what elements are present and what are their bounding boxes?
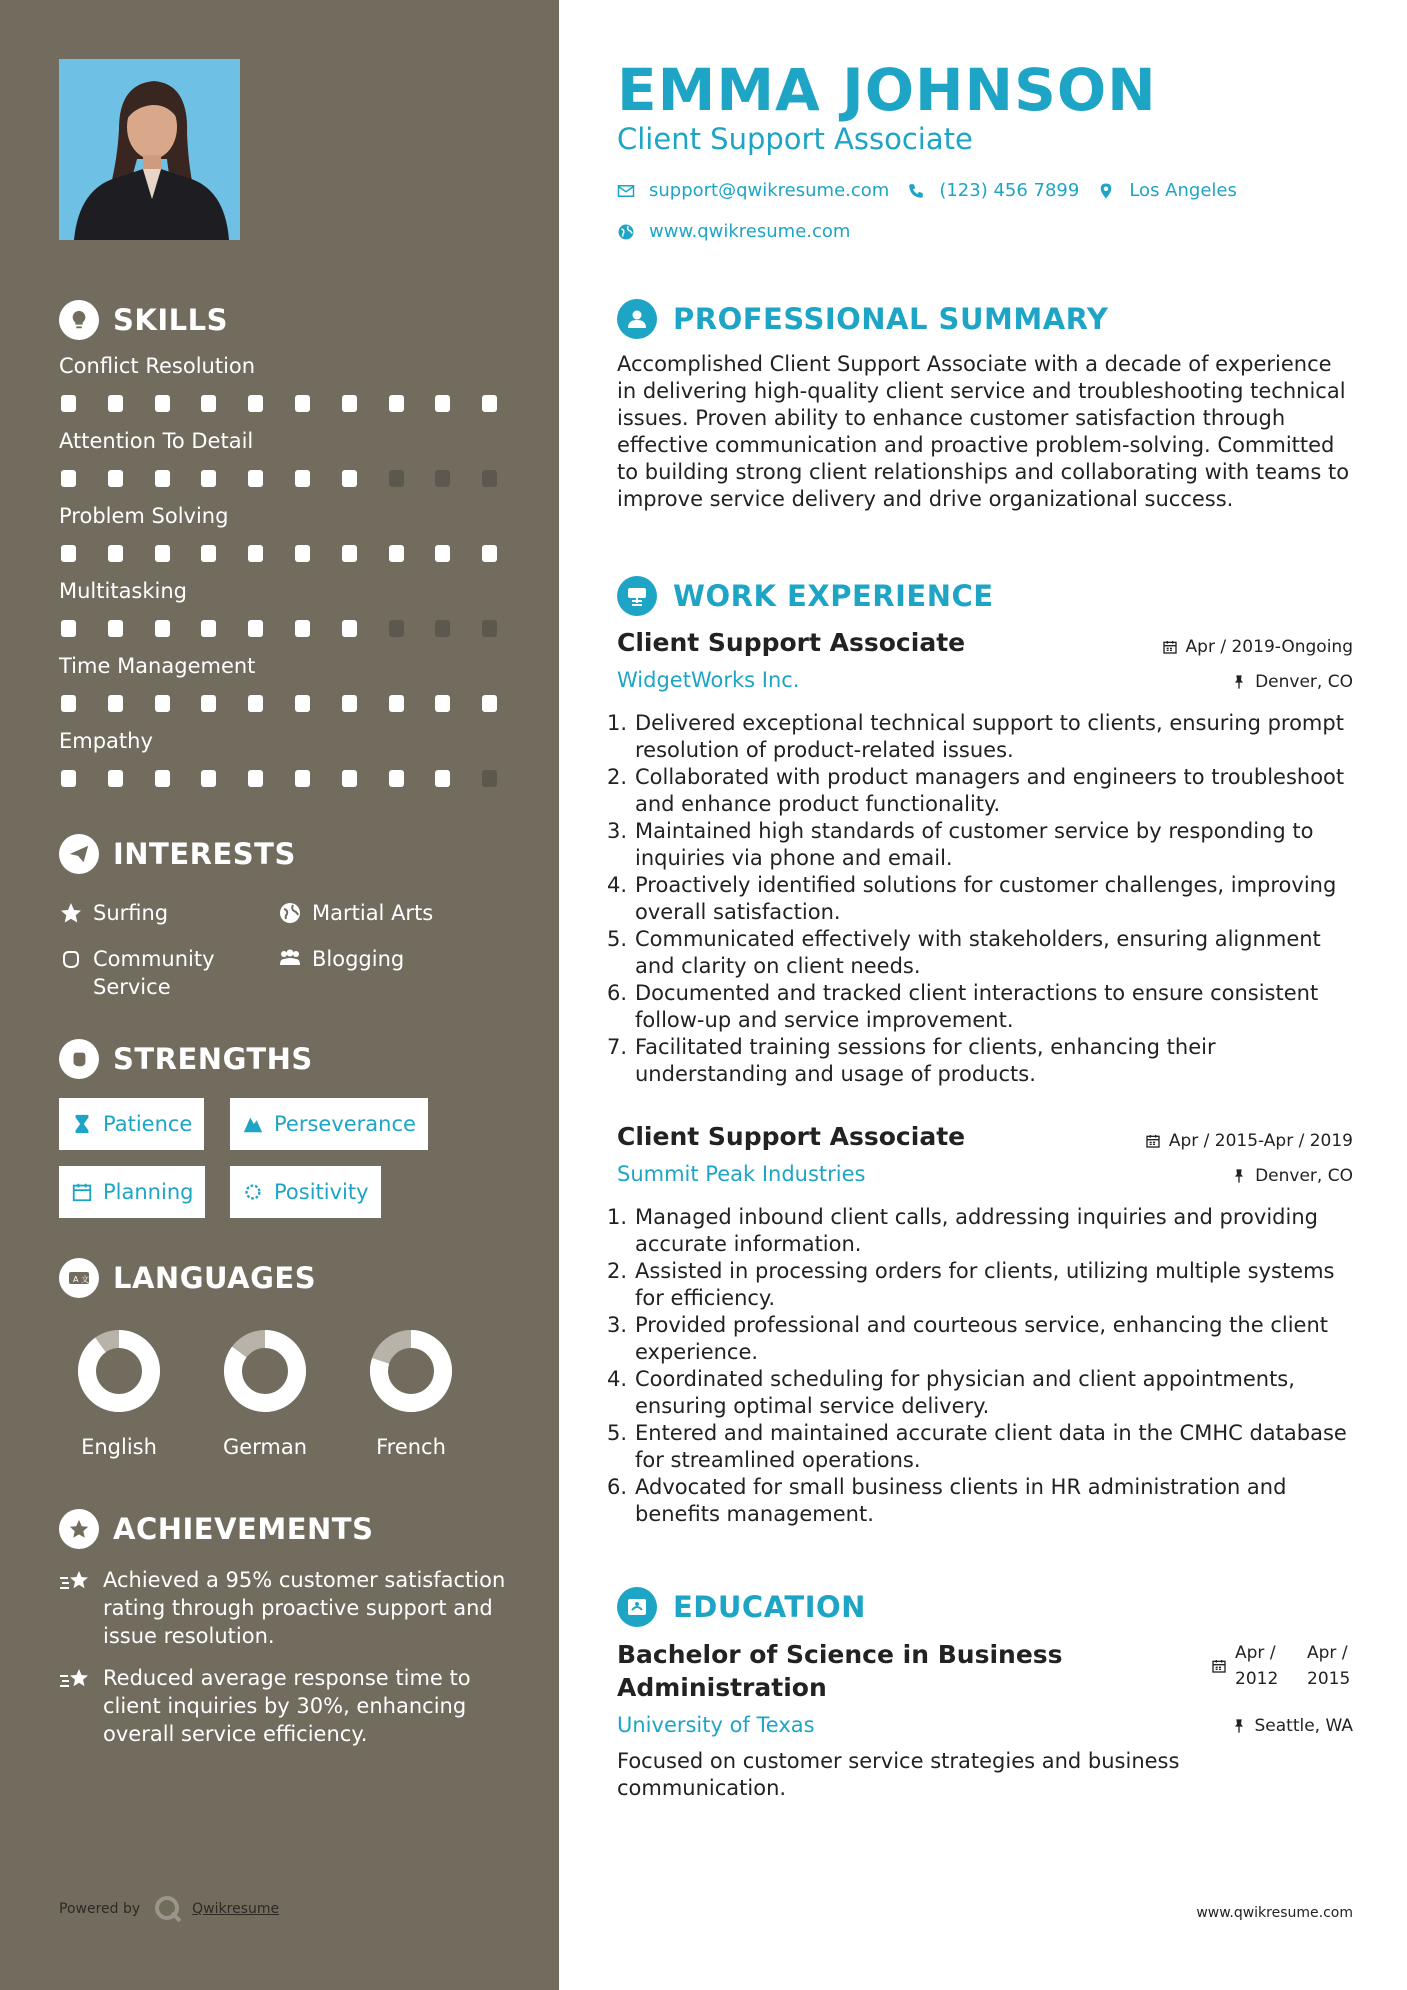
rating-dot-filled: [201, 395, 216, 412]
job-title: Client Support Associate: [617, 1122, 966, 1151]
job-dates: Apr / 2019-Ongoing: [1162, 637, 1353, 657]
skill-row: [59, 574, 519, 649]
rating-dot-empty: [389, 470, 404, 487]
rating-dot-filled: [342, 695, 357, 712]
interest-item: Blogging: [278, 945, 404, 973]
languages-heading: A 文 LANGUAGES: [59, 1255, 519, 1301]
duty-item: Facilitated training sessions for clients, enhancing their understanding and usage of products.: [635, 1035, 1216, 1086]
calendar-icon: [1211, 1658, 1227, 1674]
fist-icon: [59, 1039, 99, 1079]
rating-dot-filled: [389, 395, 404, 412]
rating-dot-filled: [248, 545, 263, 562]
svg-text:A 文: A 文: [73, 1275, 90, 1284]
strength-tag: Patience: [59, 1098, 204, 1150]
language-item: German: [205, 1321, 325, 1459]
sidebar: [0, 0, 559, 1990]
translate-icon: [59, 1258, 99, 1298]
users-icon: [278, 947, 302, 971]
interest-item: Surfing: [59, 899, 168, 927]
duty-item: Documented and tracked client interactions to ensure consistent follow-up and service improvement.: [635, 981, 1319, 1032]
rating-dot-filled: [201, 620, 216, 637]
job-title: Client Support Associate: [617, 628, 966, 657]
rating-dot-filled: [435, 695, 450, 712]
rating-dot-filled: [108, 620, 123, 637]
education-heading: EDUCATION: [617, 1587, 866, 1627]
rating-dot-filled: [248, 770, 263, 787]
skill-name: Attention To Detail: [59, 429, 254, 453]
globe-icon: [278, 901, 302, 925]
globe-icon: [617, 223, 635, 241]
rating-dot-filled: [482, 545, 497, 562]
job-duties-list: [617, 710, 1357, 1088]
rating-dot-filled: [201, 695, 216, 712]
language-item: French: [351, 1321, 471, 1459]
rating-dot-empty: [435, 470, 450, 487]
company-name: Summit Peak Industries: [617, 1162, 866, 1186]
rating-dot-filled: [201, 470, 216, 487]
briefcase-icon: [617, 576, 657, 616]
phone-number[interactable]: (123) 456 7899: [939, 180, 1080, 201]
languages-section: [59, 1255, 519, 1471]
rating-dot-filled: [389, 695, 404, 712]
skill-name: Empathy: [59, 729, 153, 753]
duty-item: Assisted in processing orders for clients, utilizing multiple systems for efficiency.: [635, 1259, 1335, 1310]
rating-dot-filled: [155, 770, 170, 787]
rating-dot-filled: [108, 395, 123, 412]
website-row: [617, 221, 850, 242]
paper-plane-icon: [59, 834, 99, 874]
powered-by: Powered by Qwikresume: [59, 1895, 279, 1923]
rating-dot-filled: [295, 620, 310, 637]
rating-dot-filled: [435, 545, 450, 562]
duty-item: Coordinated scheduling for physician and client appointments, ensuring optimal service delivery.: [635, 1367, 1295, 1418]
rating-dot-filled: [295, 770, 310, 787]
skill-name: Problem Solving: [59, 504, 229, 528]
rating-dot-empty: [435, 620, 450, 637]
duty-item: Advocated for small business clients in HR administration and benefits management.: [635, 1475, 1287, 1526]
languages-list: [59, 1321, 519, 1471]
skill-row: [59, 649, 519, 724]
star-icon: [59, 901, 83, 925]
education-description: Focused on customer service strategies and business communication.: [617, 1749, 1180, 1800]
hand-icon: [59, 947, 83, 971]
rating-dot-filled: [108, 470, 123, 487]
skills-list: [59, 349, 519, 799]
sun-icon: [242, 1181, 264, 1203]
location-text: Los Angeles: [1129, 180, 1237, 201]
rating-dot-filled: [342, 470, 357, 487]
skill-name: Time Management: [59, 654, 256, 678]
calendar-icon: [1162, 639, 1178, 655]
rating-dot-filled: [482, 695, 497, 712]
mountain-icon: [242, 1113, 264, 1135]
contact-row: [617, 180, 1237, 201]
duty-item: Entered and maintained accurate client data in the CMHC database for streamlined operations.: [635, 1421, 1347, 1472]
rating-dot-filled: [389, 545, 404, 562]
duty-item: Collaborated with product managers and engineers to troubleshoot and enhance product functionality.: [635, 765, 1345, 816]
medal-star-icon: [59, 1509, 99, 1549]
rating-dot-filled: [61, 545, 76, 562]
strength-tag: Perseverance: [230, 1098, 428, 1150]
user-icon: [617, 299, 657, 339]
duty-item: Maintained high standards of customer service by responding to inquiries via phone and email.: [635, 819, 1314, 870]
rating-dot-filled: [435, 395, 450, 412]
skill-row: [59, 499, 519, 574]
rating-dot-filled: [61, 695, 76, 712]
job-location: Denver, CO: [1231, 1166, 1353, 1186]
job-duties-list: [617, 1204, 1357, 1528]
school-name: University of Texas: [617, 1713, 815, 1737]
experience-heading: WORK EXPERIENCE: [617, 576, 994, 616]
hourglass-icon: [71, 1113, 93, 1135]
degree-title: Bachelor of Science in Business Administration: [617, 1640, 1063, 1702]
rating-dot-filled: [155, 545, 170, 562]
rating-dot-empty: [482, 470, 497, 487]
rating-dot-filled: [61, 395, 76, 412]
summary-heading: PROFESSIONAL SUMMARY: [617, 299, 1108, 339]
rating-dot-filled: [108, 770, 123, 787]
profile-photo: [59, 59, 240, 240]
duty-item: Delivered exceptional technical support to clients, ensuring prompt resolution of product-related issues.: [635, 711, 1344, 762]
language-donut: [59, 1321, 179, 1421]
pushpin-icon: [1231, 1718, 1247, 1734]
skill-name: Conflict Resolution: [59, 354, 256, 378]
rating-dot-filled: [155, 470, 170, 487]
duty-item: Managed inbound client calls, addressing inquiries and providing accurate information.: [635, 1205, 1318, 1256]
job-dates: Apr / 2015-Apr / 2019: [1145, 1131, 1353, 1151]
shooting-star-icon: [59, 1568, 91, 1596]
skill-name: Multitasking: [59, 579, 188, 603]
job-location: Denver, CO: [1231, 672, 1353, 692]
footer-website[interactable]: www.qwikresume.com: [1196, 1905, 1353, 1921]
duty-item: Provided professional and courteous service, enhancing the client experience.: [635, 1313, 1328, 1364]
rating-dot-filled: [342, 620, 357, 637]
email-link[interactable]: support@qwikresume.com: [649, 180, 890, 201]
interests-section: [59, 831, 519, 1005]
duty-item: Proactively identified solutions for customer challenges, improving overall satisfaction.: [635, 873, 1337, 924]
company-name: WidgetWorks Inc.: [617, 668, 800, 692]
rating-dot-empty: [389, 620, 404, 637]
skill-row: [59, 724, 519, 799]
duty-item: Communicated effectively with stakeholders, ensuring alignment and clarity on client needs.: [635, 927, 1321, 978]
rating-dot-filled: [295, 695, 310, 712]
summary-text: Accomplished Client Support Associate with a decade of experience in delivering high-quality client service and troubleshooting technical issues. Proven ability to enhance customer satisfaction through effective communication and proactive problem-solving. Committed to building strong client relationships and collaborating with teams to improve service delivery and drive organizational success.: [617, 352, 1350, 511]
interests-list: [59, 885, 519, 1005]
language-item: English: [59, 1321, 179, 1459]
graduation-icon: [617, 1587, 657, 1627]
rating-dot-filled: [61, 620, 76, 637]
website-link[interactable]: www.qwikresume.com: [649, 221, 851, 242]
candidate-name: EMMA JOHNSON: [617, 56, 1157, 124]
rating-dot-filled: [248, 470, 263, 487]
strength-tag: Planning: [59, 1166, 205, 1218]
rating-dot-empty: [482, 770, 497, 787]
rating-dot-filled: [201, 545, 216, 562]
rating-dot-filled: [248, 695, 263, 712]
language-donut: [351, 1321, 471, 1421]
achievement-item: Reduced average response time to client inquiries by 30%, enhancing overall service efficiency.: [59, 1664, 519, 1748]
rating-dot-filled: [295, 395, 310, 412]
envelope-icon: [617, 182, 635, 200]
achievement-item: Achieved a 95% customer satisfaction rating through proactive support and issue resolution.: [59, 1566, 519, 1650]
interests-heading: INTERESTS: [59, 831, 519, 877]
rating-dot-filled: [108, 545, 123, 562]
strengths-heading: STRENGTHS: [59, 1036, 519, 1082]
language-donut: [205, 1321, 325, 1421]
skill-row: [59, 424, 519, 499]
rating-dot-filled: [295, 470, 310, 487]
lightbulb-icon: [59, 300, 99, 340]
rating-dot-filled: [295, 545, 310, 562]
rating-dot-filled: [108, 695, 123, 712]
education-dates: Apr / 2012 Apr / 2015: [1211, 1640, 1353, 1692]
qwikresume-link[interactable]: Qwikresume: [192, 1901, 280, 1917]
pushpin-icon: [1231, 1168, 1247, 1184]
calendar-icon: [71, 1181, 93, 1203]
qwikresume-logo-icon: [154, 1895, 182, 1923]
rating-dot-filled: [61, 770, 76, 787]
shooting-star-icon: [59, 1666, 91, 1694]
rating-dot-filled: [155, 620, 170, 637]
rating-dot-filled: [155, 395, 170, 412]
interest-item: Martial Arts: [278, 899, 433, 927]
achievements-section: [59, 1506, 519, 1748]
skill-row: [59, 349, 519, 424]
pushpin-icon: [1231, 674, 1247, 690]
strength-tag: Positivity: [230, 1166, 381, 1218]
rating-dot-filled: [342, 770, 357, 787]
rating-dot-filled: [482, 395, 497, 412]
rating-dot-filled: [201, 770, 216, 787]
calendar-icon: [1145, 1133, 1161, 1149]
rating-dot-filled: [61, 470, 76, 487]
candidate-role: Client Support Associate: [617, 122, 973, 156]
interest-item: Community Service: [59, 945, 259, 1001]
rating-dot-filled: [435, 770, 450, 787]
rating-dot-filled: [155, 695, 170, 712]
rating-dot-filled: [248, 620, 263, 637]
rating-dot-filled: [389, 770, 404, 787]
achievements-heading: ACHIEVEMENTS: [59, 1506, 519, 1552]
map-pin-icon: [1097, 182, 1115, 200]
strengths-list: [59, 1098, 519, 1224]
skills-heading: SKILLS: [59, 297, 519, 343]
rating-dot-empty: [482, 620, 497, 637]
rating-dot-filled: [342, 395, 357, 412]
strengths-section: [59, 1036, 519, 1224]
rating-dot-filled: [248, 395, 263, 412]
rating-dot-filled: [342, 545, 357, 562]
education-location: Seattle, WA: [1231, 1716, 1354, 1736]
donut-fill: [87, 1339, 151, 1403]
phone-icon: [907, 182, 925, 200]
skills-section: [59, 297, 519, 799]
